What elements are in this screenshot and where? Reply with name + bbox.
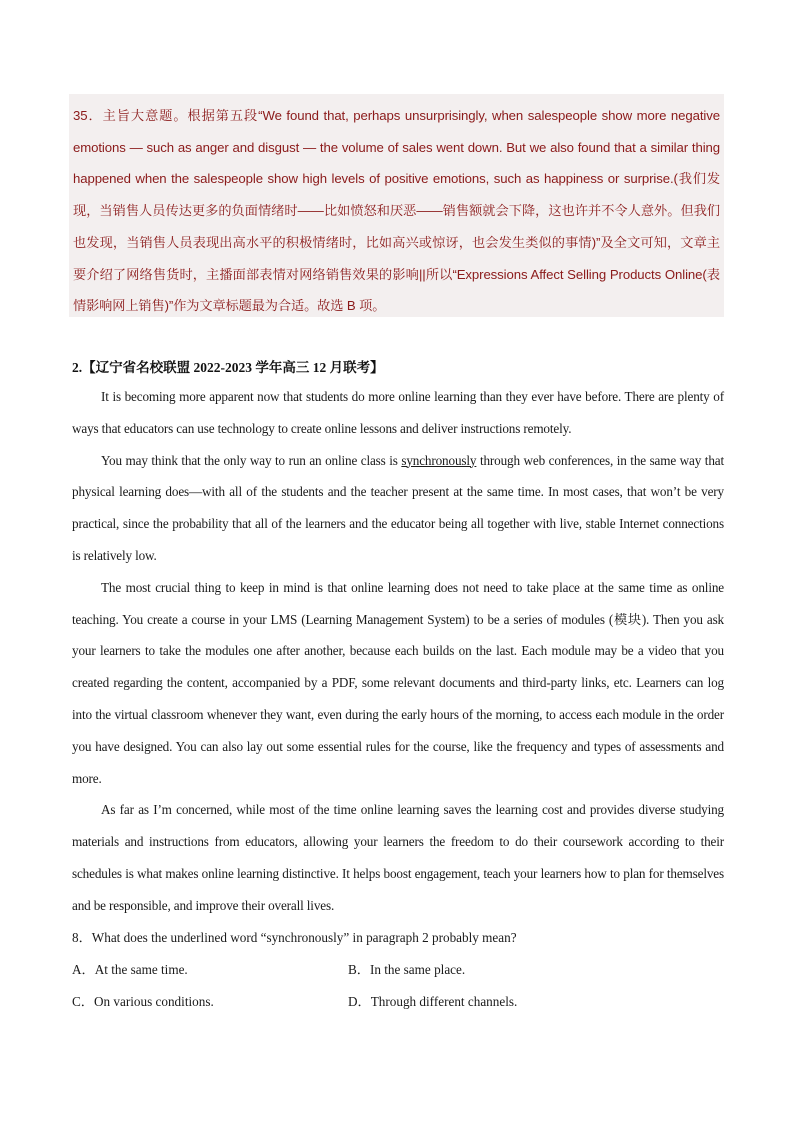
underlined-word: synchronously xyxy=(401,452,477,468)
passage-paragraph-3: The most crucial thing to keep in mind is that online learning does not need to take place at the same time as online teaching. You create a course in your LMS (Learning Management System) to be a series of modules (模块). Then you ask your learners to take the modules one after another, because each builds on the last. Each module may be a video that you created regarding the content, accompanied by a PDF, some relevant documents and third-party links, etc. Learners can log into the virtual classroom whenever they want, even during the early hours of the morning, to access each module in the order you have designed. You can also lay out some essential rules for the course, like the frequency and types of assessments and more. xyxy=(72,579,724,786)
option-c[interactable]: C．On various conditions. xyxy=(72,993,214,1009)
answer-explanation-text: 35．主旨大意题。根据第五段“We found that, perhaps unsurprisingly, when salespeople show more negative emotions — such as anger and disgust — the volume of sales went down. But we also found that a similar thing happened when the salespeople show high levels of positive emotions, such as happiness or surprise.(我们发现，当销售人员传达更多的负面情绪时——比如愤怒和厌恶——销售额就会下降，这也许并不令人意外。但我们也发现，当销售人员表现出高水平的积极情绪时，比如高兴或惊讶，也会发生类似的事情)”及全文可知，文章主要介绍了网络售货时，主播面部表情对网络销售效果的影响||所以“Expressions Affect Selling Products Online(表情影响网上销售)”作为文章标题最为合适。故选 B 项。 xyxy=(73,108,720,314)
paragraph-2-text-before: You may think that the only way to run an online class is xyxy=(101,452,402,468)
section-title: 2.【辽宁省名校联盟 2022-2023 学年高三 12 月联考】 xyxy=(72,360,384,375)
paragraph-2-text-after: through web conferences, in the same way that physical learning does—with all of the students and the teacher present at the same time. In most cases, that won’t be very practical, since the probability that all of the learners and the educator being all together with live, stable Internet connections is relatively low. xyxy=(72,452,724,563)
answer-explanation-box xyxy=(69,94,724,317)
passage-paragraph-4: As far as I’m concerned, while most of the time online learning saves the learning cost and provides diverse studying materials and instructions from educators, allowing your learners the freedom to do their coursework according to their schedules is what makes online learning distinctive. It helps boost engagement, teach your learners how to plan for themselves and be responsible, and improve their overall lives. xyxy=(72,802,724,913)
option-b[interactable]: B．In the same place. xyxy=(348,962,466,977)
answer-options xyxy=(72,954,724,1018)
passage-paragraph-1: It is becoming more apparent now that students do more online learning than they ever have before. There are plenty of ways that educators can use technology to create online lessons and deliver instructions remotely. xyxy=(72,389,724,436)
reading-passage xyxy=(72,381,724,922)
option-a[interactable]: A．At the same time. xyxy=(72,962,188,977)
passage-paragraph-2 xyxy=(72,445,724,572)
option-d[interactable]: D．Through different channels. xyxy=(348,993,518,1009)
question-stem: 8．What does the underlined word “synchronously” in paragraph 2 probably mean? xyxy=(72,930,517,945)
